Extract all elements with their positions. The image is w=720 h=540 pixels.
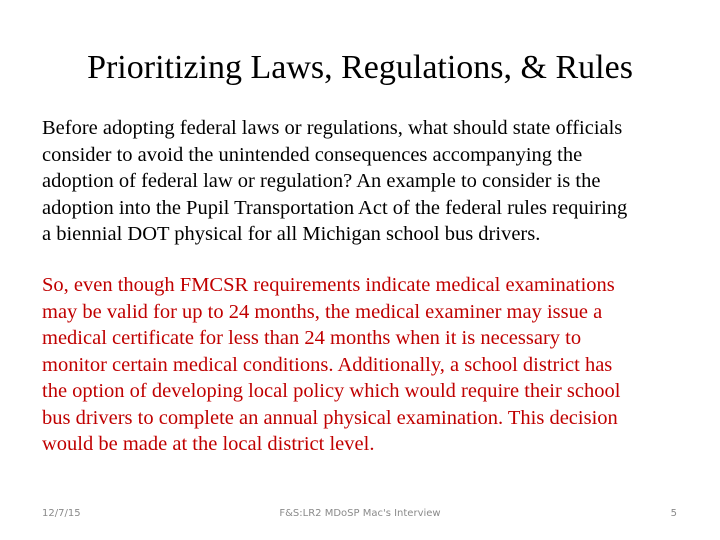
body-paragraph-highlight [42,272,692,458]
paragraph-line: bus drivers to complete an annual physical examination. This decision [42,406,618,429]
paragraph-line: the option of developing local policy which would require their school [42,380,621,402]
paragraph-line: would be made at the local district level. [42,433,375,455]
body-paragraph-intro [42,115,692,248]
paragraph-line: a biennial DOT physical for all Michigan school bus drivers. [42,223,541,245]
footer-date: 12/7/15 [42,508,81,519]
paragraph-line: consider to avoid the unintended consequences accompanying the [42,143,583,166]
footer-center-text: F&S:LR2 MDoSP Mac's Interview [279,508,441,519]
paragraph-line: adoption of federal law or regulation? An example to consider is the [42,170,601,192]
paragraph-line: So, even though FMCSR requirements indicate medical examinations [42,274,615,296]
paragraph-line: Before adopting federal laws or regulations, what should state officials [42,117,623,139]
footer-page-number: 5 [670,508,677,519]
paragraph-line: may be valid for up to 24 months, the medical examiner may issue a [42,300,603,323]
paragraph-line: monitor certain medical conditions. Additionally, a school district has [42,353,613,376]
paragraph-line: medical certificate for less than 24 months when it is necessary to [42,327,582,349]
slide-title: Prioritizing Laws, Regulations, & Rules [87,49,633,86]
paragraph-line: adoption into the Pupil Transportation Act of the federal rules requiring [42,196,628,219]
